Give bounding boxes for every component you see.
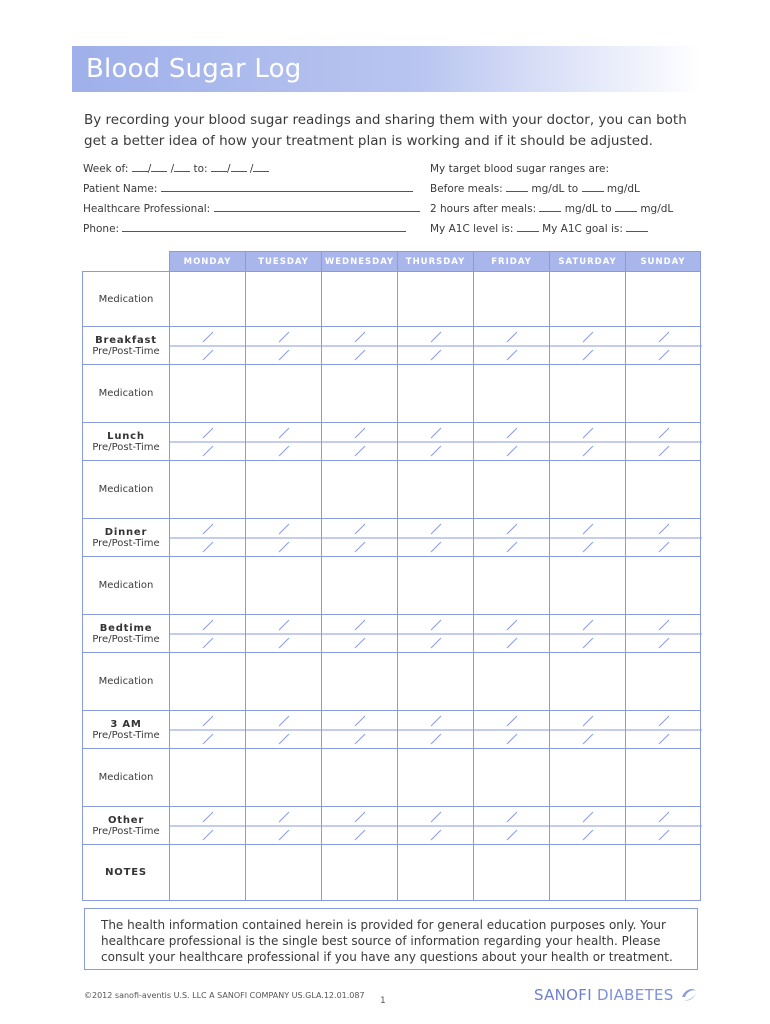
week-end-month-field[interactable] — [211, 170, 227, 172]
day-header: SATURDAY — [550, 252, 626, 272]
patient-name-line — [83, 183, 413, 195]
day-header: FRIDAY — [474, 252, 550, 272]
a1c-goal-label: My A1C goal is: — [542, 223, 623, 235]
logo-brand: SANOFI — [534, 986, 592, 1004]
date-separator: / — [249, 163, 254, 175]
slash-divider-icon — [626, 519, 702, 557]
medication-cell[interactable] — [246, 461, 322, 519]
slash-divider-icon — [398, 807, 474, 845]
medication-cell[interactable] — [170, 557, 246, 615]
meal-name: Bedtime — [99, 622, 153, 634]
date-separator: / — [170, 163, 175, 175]
slash-divider-icon — [550, 423, 626, 461]
slash-divider-icon — [170, 807, 246, 845]
meal-reading-row — [83, 615, 701, 653]
medication-cell[interactable] — [550, 461, 626, 519]
slash-divider-icon — [550, 519, 626, 557]
reading-cell[interactable] — [170, 615, 246, 653]
title-banner — [72, 46, 700, 92]
week-start-day-field[interactable] — [151, 170, 167, 172]
unit-label: mg/dL to — [564, 203, 612, 215]
medication-cell[interactable] — [170, 365, 246, 423]
meal-label-cell — [83, 423, 170, 461]
slash-divider-icon — [246, 711, 322, 749]
a1c-goal-field[interactable] — [626, 230, 648, 232]
medication-cell[interactable] — [246, 557, 322, 615]
medication-cell[interactable] — [626, 365, 701, 423]
slash-divider-icon — [398, 423, 474, 461]
slash-divider-icon — [322, 615, 398, 653]
day-header: TUESDAY — [246, 252, 322, 272]
medication-cell[interactable] — [398, 365, 474, 423]
pre-post-time-label: Pre/Post-Time — [92, 729, 160, 741]
medication-label: Medication — [83, 365, 170, 423]
meal-reading-row — [83, 327, 701, 365]
copyright-footer: ©2012 sanofi-aventis U.S. LLC A SANOFI COMPANY US.GLA.12.01.087 — [84, 991, 365, 1000]
medication-cell[interactable] — [170, 653, 246, 711]
week-end-year-field[interactable] — [253, 170, 269, 172]
date-separator: / — [226, 163, 231, 175]
slash-divider-icon — [626, 807, 702, 845]
meal-reading-row — [83, 807, 701, 845]
reading-cell[interactable] — [170, 519, 246, 557]
disclaimer-text: The health information contained herein is provided for general education purposes only. Your healthcare professional is the single best source of information regarding your health. Please consult your healthcare professional if you have any questions about your health or treatment. — [101, 918, 673, 964]
medication-cell[interactable] — [170, 272, 246, 327]
reading-cell[interactable] — [246, 327, 322, 365]
medication-cell[interactable] — [550, 272, 626, 327]
reading-cell[interactable] — [550, 519, 626, 557]
reading-cell[interactable] — [246, 519, 322, 557]
medication-cell[interactable] — [322, 272, 398, 327]
medication-cell[interactable] — [246, 653, 322, 711]
unit-label: mg/dL to — [531, 183, 579, 195]
medication-label: Medication — [83, 653, 170, 711]
blood-sugar-log-table — [82, 251, 701, 901]
day-header: MONDAY — [170, 252, 246, 272]
notes-cell[interactable] — [550, 845, 626, 901]
reading-cell[interactable] — [170, 711, 246, 749]
slash-divider-icon — [246, 423, 322, 461]
medication-cell[interactable] — [246, 365, 322, 423]
slash-divider-icon — [398, 519, 474, 557]
meal-label-cell — [83, 615, 170, 653]
slash-divider-icon — [322, 327, 398, 365]
reading-cell[interactable] — [474, 615, 550, 653]
day-header: SUNDAY — [626, 252, 701, 272]
meal-name: Other — [107, 814, 145, 826]
slash-divider-icon — [626, 423, 702, 461]
reading-cell[interactable] — [626, 711, 701, 749]
medication-cell[interactable] — [550, 653, 626, 711]
slash-divider-icon — [170, 327, 246, 365]
reading-cell[interactable] — [550, 615, 626, 653]
medication-row — [83, 461, 701, 519]
meal-label-cell — [83, 327, 170, 365]
reading-cell[interactable] — [246, 807, 322, 845]
slash-divider-icon — [626, 615, 702, 653]
medication-row — [83, 272, 701, 327]
sanofi-diabetes-logo — [534, 985, 699, 1004]
slash-divider-icon — [474, 615, 550, 653]
slash-divider-icon — [398, 711, 474, 749]
a1c-level-field[interactable] — [517, 230, 539, 232]
slash-divider-icon — [550, 615, 626, 653]
pre-post-time-label: Pre/Post-Time — [92, 825, 160, 837]
slash-divider-icon — [170, 423, 246, 461]
notes-label-cell — [83, 845, 170, 901]
phone-field[interactable] — [122, 230, 406, 232]
reading-cell[interactable] — [550, 423, 626, 461]
after-meals-low-field[interactable] — [539, 210, 561, 212]
medication-cell[interactable] — [626, 272, 701, 327]
phone-line — [83, 223, 406, 235]
medication-label: Medication — [83, 461, 170, 519]
slash-divider-icon — [626, 711, 702, 749]
medication-cell[interactable] — [474, 272, 550, 327]
week-end-day-field[interactable] — [231, 170, 247, 172]
after-meals-label: 2 hours after meals: — [430, 203, 537, 215]
after-meals-high-field[interactable] — [615, 210, 637, 212]
slash-divider-icon — [246, 615, 322, 653]
medication-cell[interactable] — [550, 557, 626, 615]
reading-cell[interactable] — [398, 423, 474, 461]
medication-cell[interactable] — [170, 461, 246, 519]
slash-divider-icon — [322, 711, 398, 749]
a1c-level-label: My A1C level is: — [430, 223, 514, 235]
after-meals-line — [430, 203, 673, 215]
slash-divider-icon — [474, 519, 550, 557]
before-meals-low-field[interactable] — [506, 190, 528, 192]
header-corner — [83, 252, 170, 272]
medication-cell[interactable] — [550, 749, 626, 807]
medication-cell[interactable] — [626, 653, 701, 711]
reading-cell[interactable] — [170, 807, 246, 845]
medication-cell[interactable] — [322, 365, 398, 423]
reading-cell[interactable] — [398, 519, 474, 557]
to-label: to: — [193, 163, 208, 175]
patient-name-label: Patient Name: — [83, 183, 158, 195]
day-header-row — [83, 252, 701, 272]
day-header: THURSDAY — [398, 252, 474, 272]
reading-cell[interactable] — [398, 807, 474, 845]
a1c-line — [430, 223, 648, 235]
date-separator: / — [147, 163, 152, 175]
meal-reading-row — [83, 423, 701, 461]
pre-post-time-label: Pre/Post-Time — [92, 633, 160, 645]
patient-name-field[interactable] — [161, 190, 413, 192]
slash-divider-icon — [474, 711, 550, 749]
medication-cell[interactable] — [474, 461, 550, 519]
before-meals-label: Before meals: — [430, 183, 503, 195]
slash-divider-icon — [550, 711, 626, 749]
week-start-year-field[interactable] — [174, 170, 190, 172]
reading-cell[interactable] — [246, 615, 322, 653]
medication-cell[interactable] — [474, 365, 550, 423]
reading-cell[interactable] — [170, 327, 246, 365]
reading-cell[interactable] — [170, 423, 246, 461]
reading-cell[interactable] — [474, 519, 550, 557]
medication-cell[interactable] — [246, 272, 322, 327]
notes-cell[interactable] — [626, 845, 701, 901]
week-of-label: Week of: — [83, 163, 129, 175]
reading-cell[interactable] — [322, 711, 398, 749]
meal-name: Lunch — [107, 430, 145, 442]
medication-cell[interactable] — [398, 272, 474, 327]
reading-cell[interactable] — [474, 327, 550, 365]
medication-cell[interactable] — [626, 461, 701, 519]
reading-cell[interactable] — [322, 423, 398, 461]
logo-swirl-icon — [679, 985, 699, 1003]
reading-cell[interactable] — [246, 711, 322, 749]
slash-divider-icon — [322, 519, 398, 557]
reading-cell[interactable] — [626, 807, 701, 845]
medication-cell[interactable] — [626, 749, 701, 807]
medication-cell[interactable] — [626, 557, 701, 615]
slash-divider-icon — [474, 423, 550, 461]
page-number: 1 — [380, 996, 386, 1006]
day-header: WEDNESDAY — [322, 252, 398, 272]
pre-post-time-label: Pre/Post-Time — [92, 441, 160, 453]
reading-cell[interactable] — [474, 423, 550, 461]
medication-cell[interactable] — [246, 749, 322, 807]
pre-post-time-label: Pre/Post-Time — [92, 537, 160, 549]
slash-divider-icon — [550, 807, 626, 845]
notes-cell[interactable] — [246, 845, 322, 901]
before-meals-high-field[interactable] — [582, 190, 604, 192]
medication-label: Medication — [83, 749, 170, 807]
slash-divider-icon — [322, 423, 398, 461]
meal-name: 3 AM — [110, 718, 142, 730]
medication-cell[interactable] — [322, 653, 398, 711]
medication-row — [83, 749, 701, 807]
medication-cell[interactable] — [322, 749, 398, 807]
phone-label: Phone: — [83, 223, 120, 235]
medication-cell[interactable] — [398, 749, 474, 807]
slash-divider-icon — [246, 327, 322, 365]
medication-label: Medication — [83, 557, 170, 615]
medication-cell[interactable] — [474, 749, 550, 807]
reading-cell[interactable] — [398, 327, 474, 365]
slash-divider-icon — [474, 327, 550, 365]
reading-cell[interactable] — [626, 615, 701, 653]
reading-cell[interactable] — [626, 327, 701, 365]
slash-divider-icon — [398, 615, 474, 653]
medication-row — [83, 365, 701, 423]
reading-cell[interactable] — [550, 711, 626, 749]
medication-cell[interactable] — [170, 749, 246, 807]
reading-cell[interactable] — [474, 807, 550, 845]
reading-cell[interactable] — [550, 327, 626, 365]
reading-cell[interactable] — [322, 807, 398, 845]
medication-row — [83, 557, 701, 615]
healthcare-professional-label: Healthcare Professional: — [83, 203, 211, 215]
slash-divider-icon — [474, 807, 550, 845]
reading-cell[interactable] — [322, 519, 398, 557]
slash-divider-icon — [322, 807, 398, 845]
slash-divider-icon — [246, 807, 322, 845]
healthcare-professional-field[interactable] — [214, 210, 420, 212]
notes-label: NOTES — [105, 867, 147, 878]
reading-cell[interactable] — [322, 327, 398, 365]
logo-division: DIABETES — [597, 986, 674, 1004]
meal-name: Dinner — [104, 526, 148, 538]
healthcare-professional-line — [83, 203, 420, 215]
page-title: Blood Sugar Log — [86, 54, 302, 84]
medication-cell[interactable] — [322, 461, 398, 519]
slash-divider-icon — [170, 519, 246, 557]
week-start-month-field[interactable] — [132, 170, 148, 172]
notes-cell[interactable] — [170, 845, 246, 901]
before-meals-line — [430, 183, 640, 195]
medication-cell[interactable] — [398, 653, 474, 711]
reading-cell[interactable] — [398, 711, 474, 749]
slash-divider-icon — [170, 711, 246, 749]
meal-name: Breakfast — [95, 334, 157, 346]
unit-label: mg/dL — [640, 203, 674, 215]
reading-cell[interactable] — [398, 615, 474, 653]
notes-cell[interactable] — [398, 845, 474, 901]
meal-reading-row — [83, 519, 701, 557]
slash-divider-icon — [246, 519, 322, 557]
medication-cell[interactable] — [398, 557, 474, 615]
medication-cell[interactable] — [398, 461, 474, 519]
medication-row — [83, 653, 701, 711]
reading-cell[interactable] — [322, 615, 398, 653]
intro-text: By recording your blood sugar readings and sharing them with your doctor, you can both get a better idea of how your treatment plan is working and if it should be adjusted. — [84, 112, 687, 149]
medication-cell[interactable] — [474, 653, 550, 711]
unit-label: mg/dL — [606, 183, 640, 195]
pre-post-time-label: Pre/Post-Time — [92, 345, 160, 357]
medication-cell[interactable] — [322, 557, 398, 615]
notes-cell[interactable] — [474, 845, 550, 901]
medication-label: Medication — [83, 272, 170, 327]
meal-label-cell — [83, 519, 170, 557]
slash-divider-icon — [170, 615, 246, 653]
week-of-line — [83, 163, 269, 175]
meal-label-cell — [83, 711, 170, 749]
medication-cell[interactable] — [474, 557, 550, 615]
slash-divider-icon — [550, 327, 626, 365]
target-ranges-heading: My target blood sugar ranges are: — [430, 163, 610, 175]
slash-divider-icon — [626, 327, 702, 365]
notes-row — [83, 845, 701, 901]
meal-reading-row — [83, 711, 701, 749]
meal-label-cell — [83, 807, 170, 845]
reading-cell[interactable] — [626, 519, 701, 557]
notes-cell[interactable] — [322, 845, 398, 901]
reading-cell[interactable] — [246, 423, 322, 461]
reading-cell[interactable] — [474, 711, 550, 749]
reading-cell[interactable] — [626, 423, 701, 461]
disclaimer-box — [84, 908, 698, 970]
medication-cell[interactable] — [550, 365, 626, 423]
slash-divider-icon — [398, 327, 474, 365]
reading-cell[interactable] — [550, 807, 626, 845]
